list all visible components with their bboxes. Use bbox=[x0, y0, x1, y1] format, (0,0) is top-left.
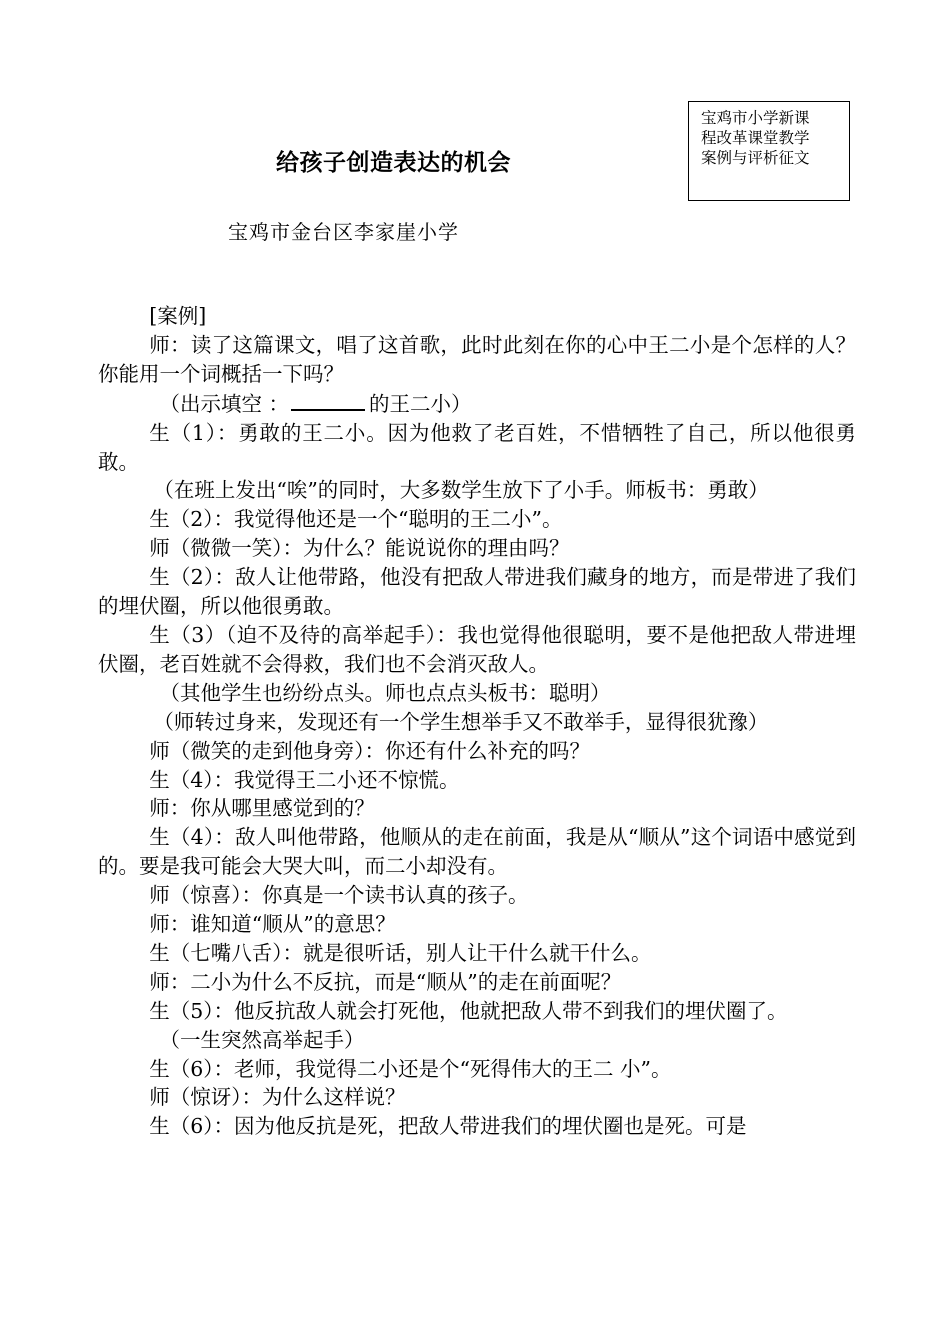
contest-label-line: 案例与评析征文 bbox=[701, 149, 810, 167]
school-name: 宝鸡市金台区李家崖小学 bbox=[228, 220, 459, 244]
paragraph: 师：读了这篇课文，唱了这首歌，此时此刻在你的心中王二小是个怎样的人？你能用一个词概括一下吗？ bbox=[98, 332, 856, 386]
contest-label-box bbox=[688, 101, 850, 201]
paragraph: 生（4）：敌人叫他带路，他顺从的走在前面，我是从“顺从”这个词语中感觉到的。要是我可能会大哭大叫，而二小却没有。 bbox=[98, 825, 856, 879]
paragraph: （师转过身来，发现还有一个学生想举手又不敢举手，显得很犹豫） bbox=[153, 709, 769, 734]
paragraph: （一生突然高举起手） bbox=[159, 1027, 365, 1052]
paragraph: （其他学生也纷纷点头。师也点点头板书：聪明） bbox=[159, 680, 611, 705]
paragraph: 生（1）：勇敢的王二小。因为他救了老百姓，不惜牺牲了自己，所以他很勇敢。 bbox=[98, 420, 856, 474]
paragraph: 生（3）（迫不及待的高举起手）：我也觉得他很聪明，要不是他把敌人带进埋伏圈，老百姓就不会得救，我们也不会消灭敌人。 bbox=[98, 622, 856, 676]
fill-blank-suffix: 的王二小） bbox=[369, 391, 472, 416]
paragraph: 生（6）：老师，我觉得二小还是个“死得伟大的王二 小”。 bbox=[149, 1056, 672, 1081]
fill-blank-line bbox=[291, 389, 365, 411]
paragraph: 生（4）：我觉得王二小还不惊慌。 bbox=[149, 767, 460, 792]
paragraph: 师：二小为什么不反抗，而是“顺从”的走在前面呢？ bbox=[149, 969, 622, 994]
paragraph: 师：谁知道“顺从”的意思？ bbox=[149, 912, 396, 937]
paragraph: 生（5）：他反抗敌人就会打死他，他就把敌人带不到我们的埋伏圈了。 bbox=[149, 998, 788, 1023]
paragraph: 生（2）：我觉得他还是一个“聪明的王二小”。 bbox=[149, 507, 563, 532]
fill-blank-prefix: （出示填空 ： bbox=[159, 391, 290, 416]
paragraph: 师（惊讶）：为什么这样说？ bbox=[149, 1085, 406, 1110]
paragraph: 师：你从哪里感觉到的？ bbox=[149, 796, 375, 821]
paragraph: 生（七嘴八舌）：就是很听话，别人让干什么就干什么。 bbox=[149, 940, 652, 965]
paragraph: 师（惊喜）：你真是一个读书认真的孩子。 bbox=[149, 883, 529, 908]
paragraph: 师（微微一笑）：为什么？能说说你的理由吗？ bbox=[149, 536, 570, 561]
document-title: 给孩子创造表达的机会 bbox=[276, 149, 511, 176]
contest-label-line: 宝鸡市小学新课 bbox=[701, 109, 810, 127]
document-body bbox=[98, 302, 856, 1141]
paragraph: 生（2）：敌人让他带路，他没有把敌人带进我们藏身的地方，而是带进了我们的埋伏圈，所以他很勇敢。 bbox=[98, 565, 856, 619]
paragraph: （在班上发出“唉”的同时，大多数学生放下了小手。师板书：勇敢） bbox=[153, 478, 769, 503]
contest-label-line: 程改革课堂教学 bbox=[701, 129, 810, 147]
section-label: [案例] bbox=[149, 304, 207, 328]
paragraph: 生（6）：因为他反抗是死，把敌人带进我们的埋伏圈也是死。可是 bbox=[149, 1114, 747, 1139]
paragraph: 师（微笑的走到他身旁）：你还有什么补充的吗？ bbox=[149, 738, 590, 763]
paragraph-fill-blank bbox=[98, 389, 856, 419]
